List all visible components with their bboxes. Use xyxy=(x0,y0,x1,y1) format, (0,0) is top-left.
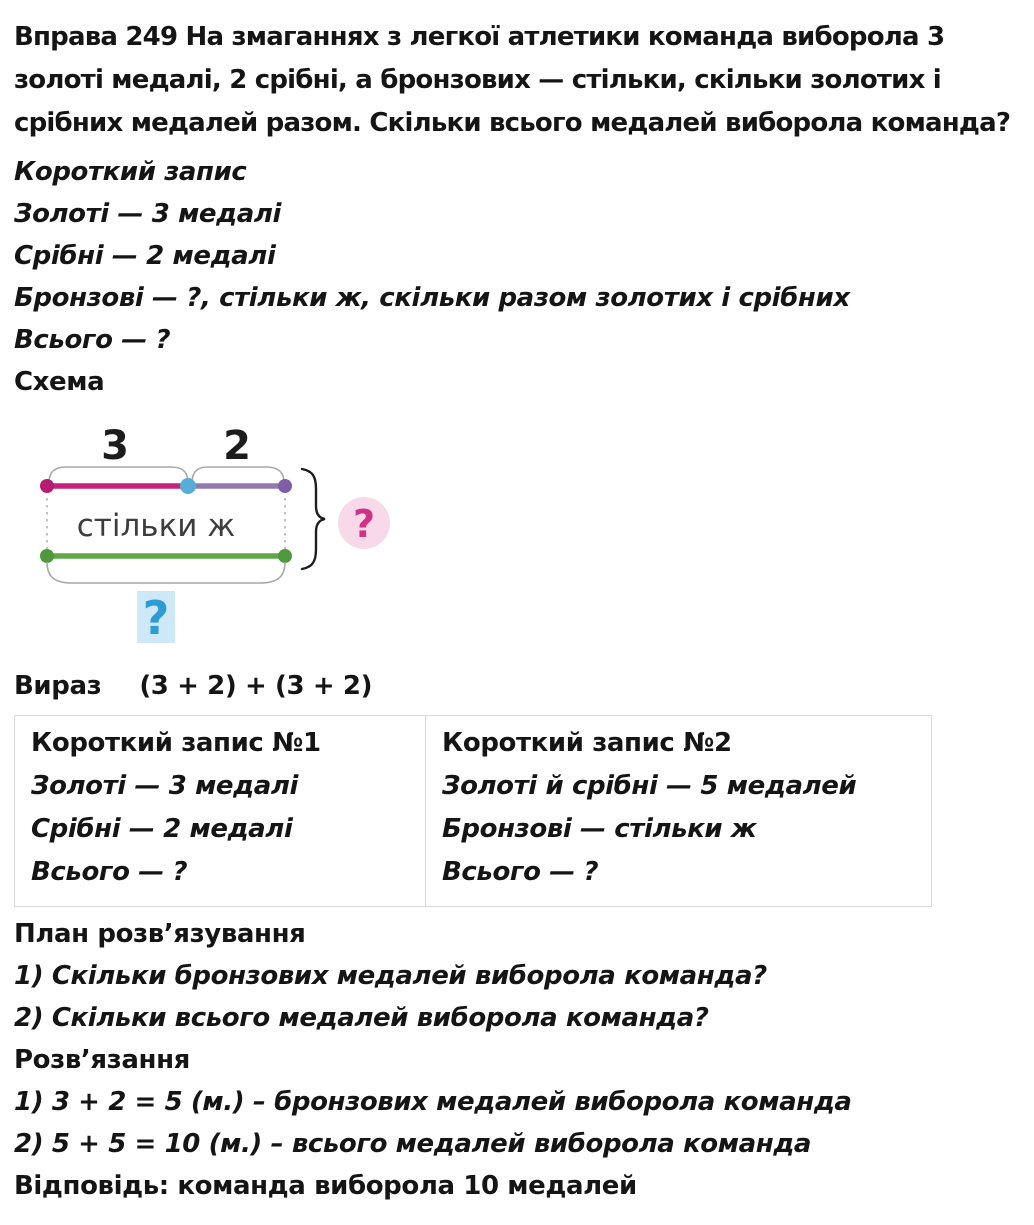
short-record-1-line-gold: Золоті — 3 медалі xyxy=(31,771,299,801)
short-record-2-line-goldsilver: Золоті й срібні — 5 медалей xyxy=(442,771,857,801)
short-record-line-total: Всього — ? xyxy=(14,325,171,355)
expression-value: (3 + 2) + (3 + 2) xyxy=(139,671,373,701)
expression-label: Вираз xyxy=(14,671,102,701)
short-record-line-silver: Срібні — 2 медалі xyxy=(14,241,276,271)
plan-item-1: 1) Скільки бронзових медалей виборола команда? xyxy=(14,961,767,991)
short-record-1-line-total: Всього — ? xyxy=(31,857,188,887)
segments-joint-dot xyxy=(180,478,196,494)
comparison-table xyxy=(14,715,932,907)
segment2-overbrace-icon xyxy=(192,467,284,482)
solution-step-2: 2) 5 + 5 = 10 (м.) – всього медалей виборола команда xyxy=(14,1129,812,1159)
total-curly-brace-icon xyxy=(302,469,325,569)
schema-heading: Схема xyxy=(14,367,105,397)
comparison-table-row xyxy=(15,716,932,907)
segment2-end-dot xyxy=(278,479,292,493)
segment1-value-label: 3 xyxy=(101,423,129,469)
bottom-underbrace-icon xyxy=(47,562,285,583)
problem-statement: Вправа 249 На змаганнях з легкої атлетики команда виборола 3 золоті медалі, 2 срібні, а бронзових — стільки, скільки золотих і срібних медалей разом. Скільки всього медалей виборола команда? xyxy=(14,22,1011,138)
short-record-2-heading: Короткий запис №2 xyxy=(442,728,732,758)
short-record-1-line-silver: Срібні — 2 медалі xyxy=(31,814,293,844)
segment2-value-label: 2 xyxy=(223,423,251,469)
short-record-line-bronze: Бронзові — ?, стільки ж, скільки разом золотих і срібних xyxy=(14,283,850,313)
same-amount-label: стільки ж xyxy=(76,508,236,544)
expression-row xyxy=(14,665,1020,707)
short-record-2-line-bronze: Бронзові — стільки ж xyxy=(442,814,757,844)
bronze-question-mark: ? xyxy=(142,591,170,645)
plan-heading: План розв’язування xyxy=(14,919,306,949)
short-record-heading: Короткий запис xyxy=(14,157,247,187)
solution-step-1: 1) 3 + 2 = 5 (м.) – бронзових медалей виборола команда xyxy=(14,1087,852,1117)
answer-line: Відповідь: команда виборола 10 медалей xyxy=(14,1171,637,1201)
short-record-2-cell xyxy=(426,716,932,907)
bronze-end-dot xyxy=(278,549,292,563)
short-record-1-cell xyxy=(15,716,426,907)
solution-heading: Розв’язання xyxy=(14,1045,190,1075)
short-record-line-gold: Золоті — 3 медалі xyxy=(14,199,282,229)
total-question-mark: ? xyxy=(352,502,376,546)
bronze-start-dot xyxy=(40,549,54,563)
short-record-2-line-total: Всього — ? xyxy=(442,857,599,887)
short-record-1-heading: Короткий запис №1 xyxy=(31,728,321,758)
plan-item-2: 2) Скільки всього медалей виборола команда? xyxy=(14,1003,709,1033)
schema-diagram xyxy=(14,411,1020,661)
segment1-overbrace-icon xyxy=(49,467,188,482)
segment1-start-dot xyxy=(40,479,54,493)
